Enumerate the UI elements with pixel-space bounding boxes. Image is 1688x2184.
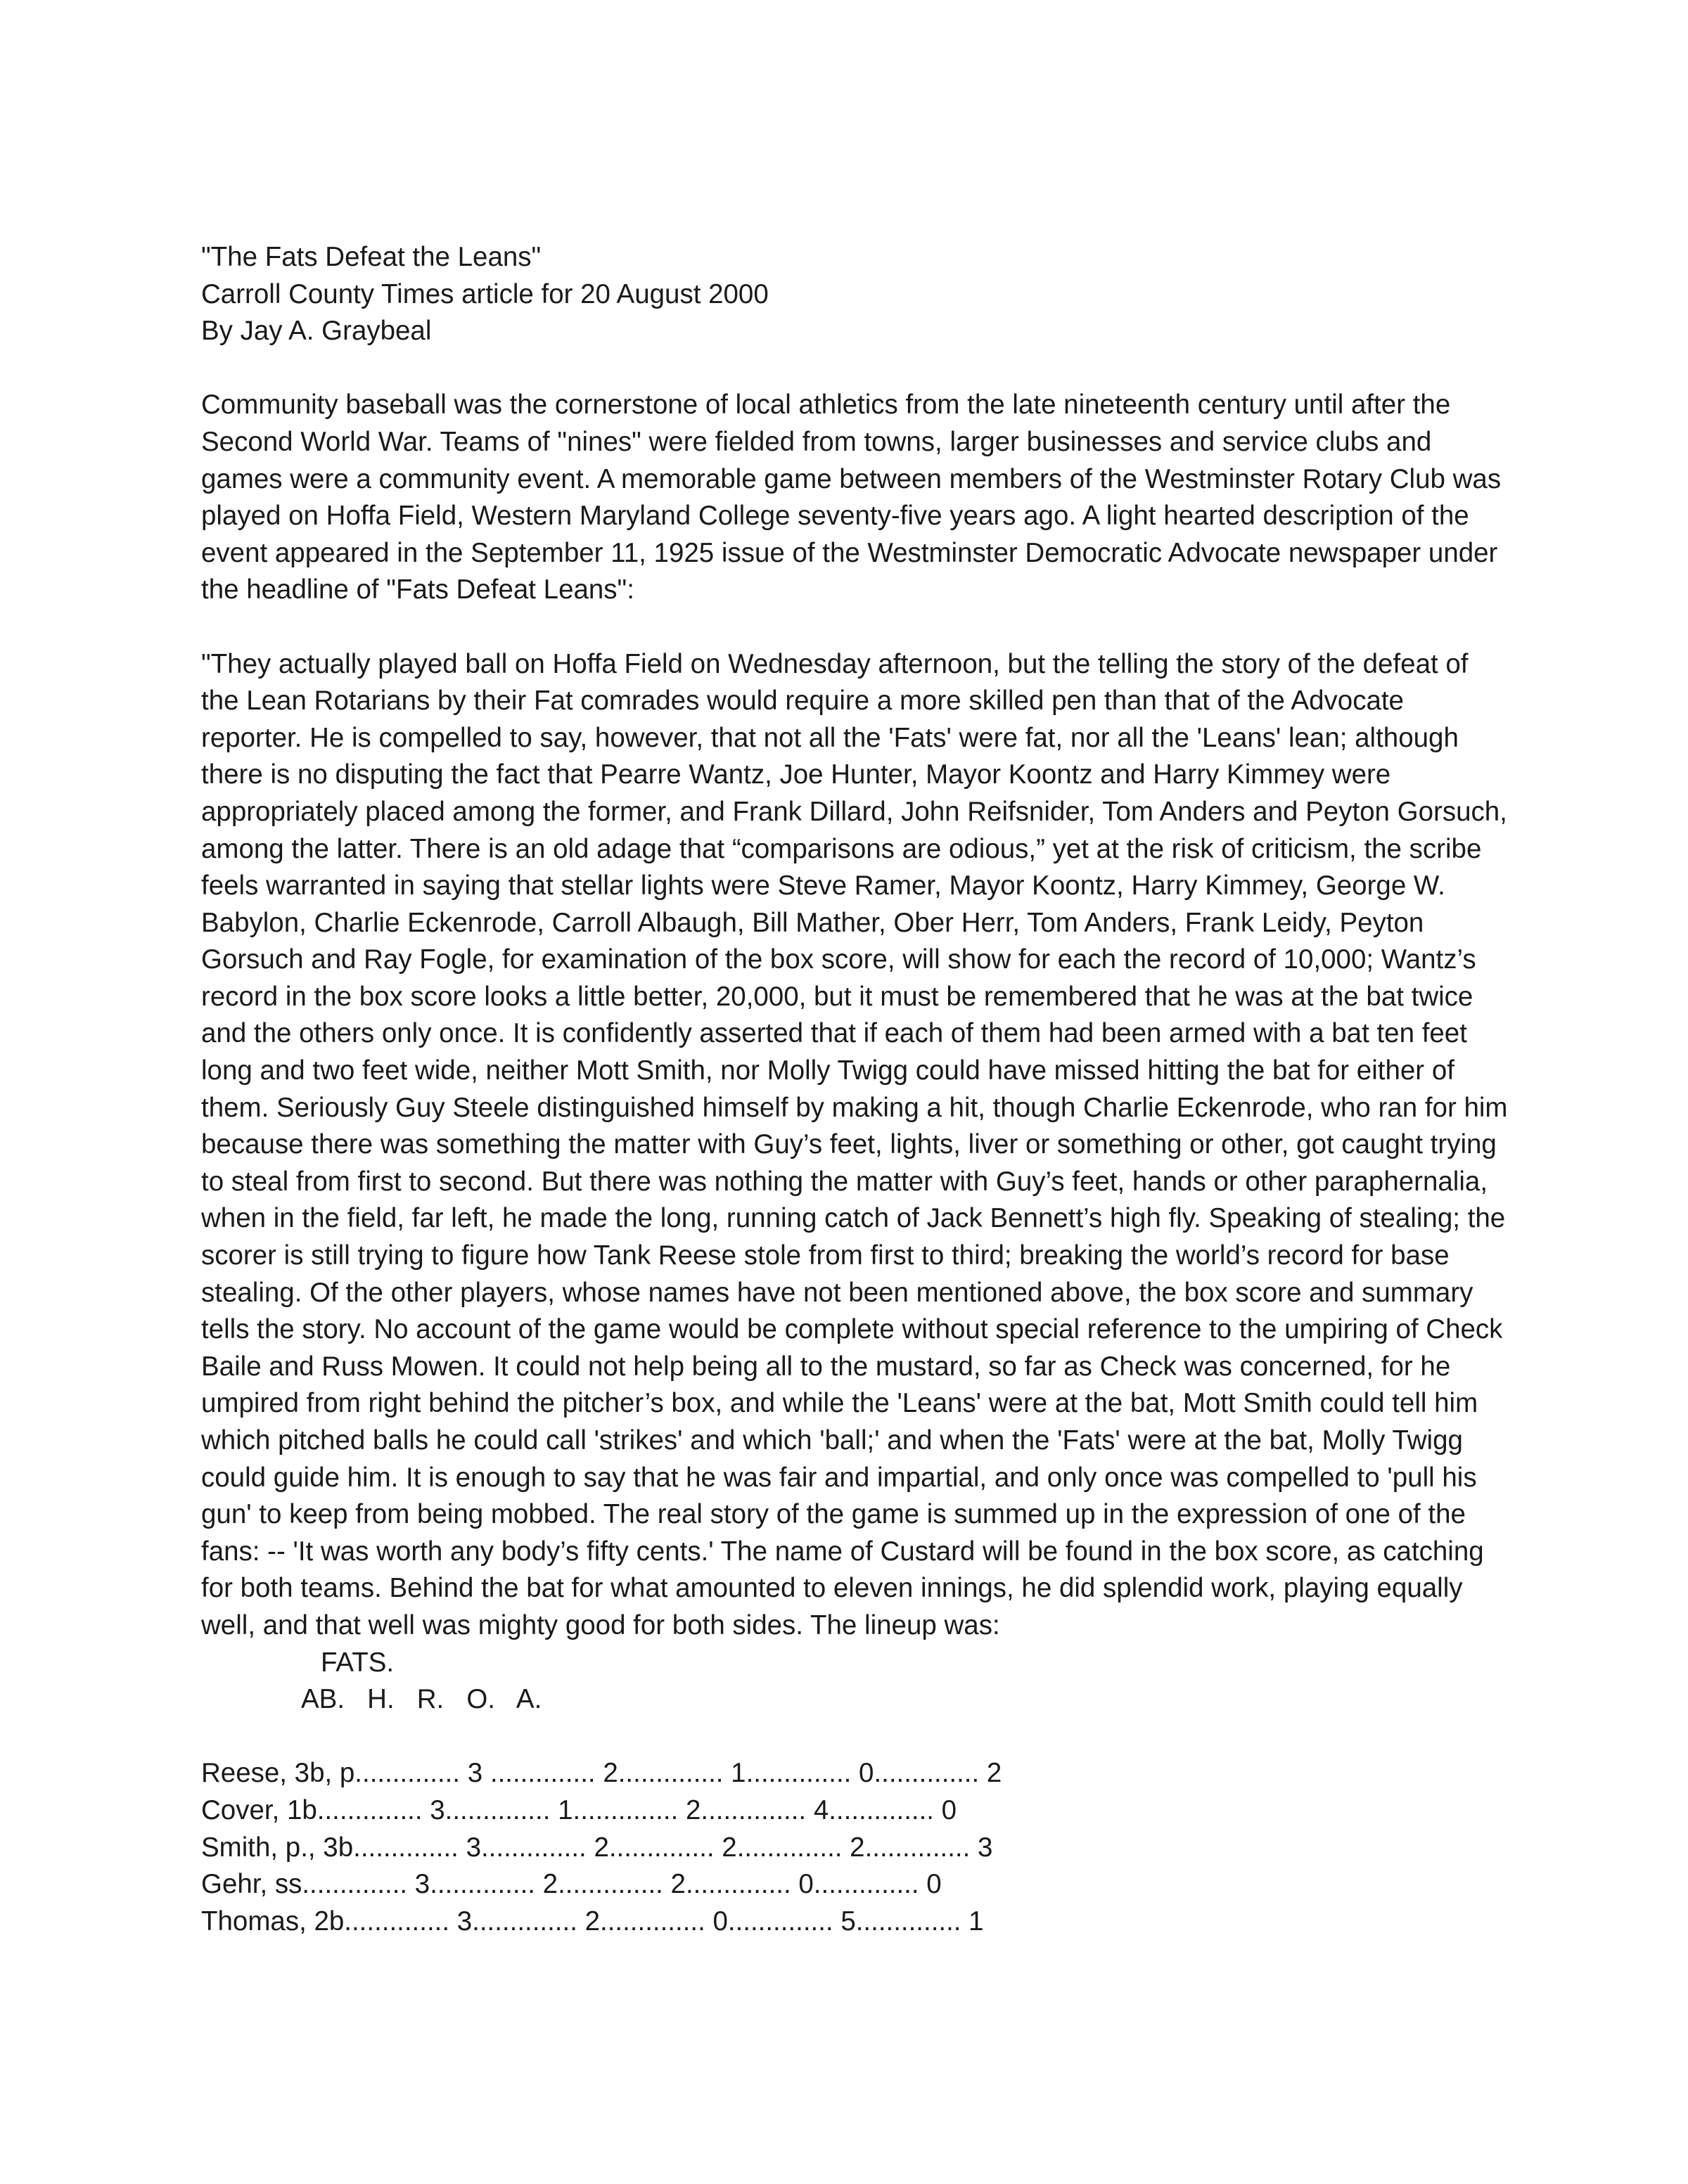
lineup-column-headers: AB. H. R. O. A. (301, 1684, 542, 1715)
lineup-row: Smith, p., 3b.............. 3.............. 2.............. 2.............. 2.............. 3 (201, 1832, 993, 1863)
article-header (201, 239, 1509, 350)
spacer (201, 1719, 1509, 1756)
publication-line: Carroll County Times article for 20 August 2000 (201, 278, 769, 309)
byline: By Jay A. Graybeal (201, 316, 432, 347)
document-page (201, 239, 1509, 1940)
spacer (201, 350, 1509, 387)
lineup-row: Gehr, ss.............. 3.............. 2.............. 2.............. 0.............. 0 (201, 1869, 942, 1900)
lineup-box-score (201, 1645, 1509, 1941)
article-title: "The Fats Defeat the Leans" (201, 242, 542, 272)
intro-paragraph: Community baseball was the cornerstone of local athletics from the late nineteenth century until after the Second World War. Teams of "nines" were fielded from towns, larger businesses and service clubs and games were a community event. A memorable game between members of the Westminster Rotary Club was played on Hoffa Field, Western Maryland College seventy-five years ago. A light hearted description of the event appeared in the September 11, 1925 issue of the Westminster Democratic Advocate newspaper under the headline of "Fats Defeat Leans": (201, 390, 1502, 605)
lineup-row: Cover, 1b.............. 3.............. 1.............. 2.............. 4.............. 0 (201, 1794, 957, 1825)
lineup-row: Reese, 3b, p.............. 3 .............. 2.............. 1.............. 0.............. 2 (201, 1758, 1002, 1789)
lineup-team-heading: FATS. (321, 1647, 395, 1678)
quoted-article-paragraph: "They actually played ball on Hoffa Field on Wednesday afternoon, but the telling the story of the defeat of the Lean Rotarians by their Fat comrades would require a more skilled pen than that of the Advocate reporter. He is compelled to say, however, that not all the 'Fats' were fat, nor all the 'Leans' lean; although there is no disputing the fact that Pearre Wantz, Joe Hunter, Mayor Koontz and Harry Kimmey were appropriately placed among the former, and Frank Dillard, John Reifsnider, Tom Anders and Peyton Gorsuch, among the latter. There is an old adage that “comparisons are odious,” yet at the risk of criticism, the scribe feels warranted in saying that stellar lights were Steve Ramer, Mayor Koontz, Harry Kimmey, George W. Babylon, Charlie Eckenrode, Carroll Albaugh, Bill Mather, Ober Herr, Tom Anders, Frank Leidy, Peyton Gorsuch and Ray Fogle, for examination of the box score, will show for each the record of 10,000; Wantz’s record in the box score looks a little better, 20,000, but it must be remembered that he was at the bat twice and the others only once. It is confidently asserted that if each of them had been armed with a bat ten feet long and two feet wide, neither Mott Smith, nor Molly Twigg could have missed hitting the bat for either of them. Seriously Guy Steele distinguished himself by making a hit, though Charlie Eckenrode, who ran for him because there was something the matter with Guy’s feet, lights, liver or something or other, got caught trying to steal from first to second. But there was nothing the matter with Guy’s feet, hands or other paraphernalia, when in the field, far left, he made the long, running catch of Jack Bennett’s high fly. Speaking of stealing; the scorer is still trying to figure how Tank Reese stole from first to third; breaking the world’s record for base stealing. Of the other players, whose names have not been mentioned above, the box score and summary tells the story. No account of the game would be complete without special reference to the umpiring of Check Baile and Russ Mowen. It could not help being all to the mustard, so far as Check was concerned, for he umpired from right behind the pitcher’s box, and while the 'Leans' were at the bat, Mott Smith could tell him which pitched balls he could call 'strikes' and which 'ball;' and when the 'Fats' were at the bat, Molly Twigg could guide him. It is enough to say that he was fair and impartial, and only once was compelled to 'pull his gun' to keep from being mobbed. The real story of the game is summed up in the expression of one of the fans: -- 'It was worth any body’s fifty cents.' The name of Custard will be found in the box score, as catching for both teams. Behind the bat for what amounted to eleven innings, he did splendid work, playing equally well, and that well was mighty good for both sides. The lineup was: (201, 648, 1508, 1640)
lineup-row: Thomas, 2b.............. 3.............. 2.............. 0.............. 5.............. 1 (201, 1906, 984, 1936)
spacer (201, 609, 1509, 646)
